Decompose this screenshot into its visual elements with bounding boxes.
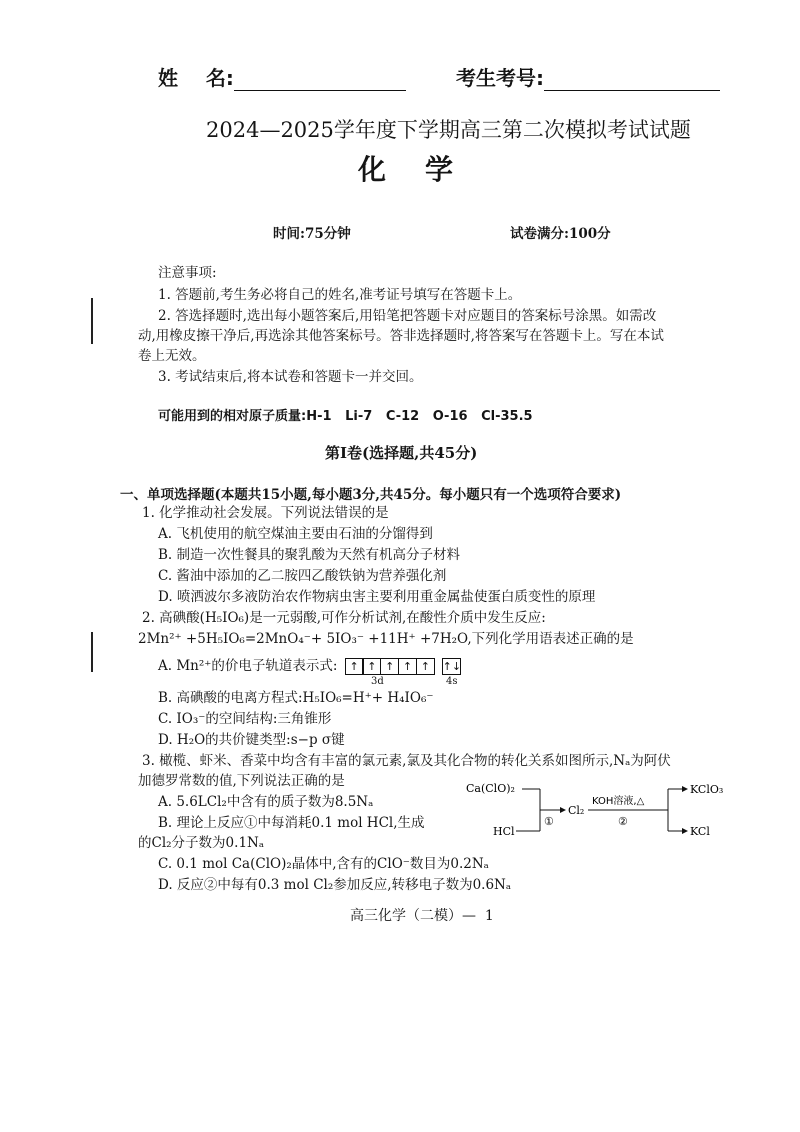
q3-option-d: D. 反应②中每有0.3 mol Cl₂参加反应,转移电子数为0.6Nₐ (158, 877, 512, 893)
q2-option-a (158, 656, 461, 676)
section-title: 一、单项选择题(本题共15小题,每小题3分,共45分。每小题只有一个选项符合要求) (120, 487, 622, 503)
page-footer: 高三化学（二模）— 1 (350, 908, 494, 924)
subject-title: 化 学 (358, 153, 453, 186)
q3-stem-line-2: 加德罗常数的值,下列说法正确的是 (138, 773, 345, 789)
id-label: 考生考号: (456, 66, 544, 90)
diagram-arrowhead (682, 828, 688, 834)
diagram-condition: KOH溶液,△ (592, 796, 645, 807)
id-blank[interactable] (544, 69, 720, 91)
note-1: 1. 答题前,考生务必将自己的姓名,准考证号填写在答题卡上。 (158, 287, 522, 303)
exam-title: 2024—2025学年度下学期高三第二次模拟考试试题 (206, 118, 691, 142)
id-field[interactable] (456, 62, 720, 91)
full-score: 试卷满分:100分 (510, 226, 611, 242)
scan-mark-left-2 (91, 632, 93, 672)
name-label: 姓 名: (158, 66, 234, 90)
orbital-diagram (346, 658, 461, 675)
diagram-product-bottom: KCl (690, 825, 710, 838)
q3-option-c: C. 0.1 mol Ca(ClO)₂晶体中,含有的ClO⁻数目为0.2Nₐ (158, 856, 489, 872)
q3-option-b-line-1: B. 理论上反应①中每消耗0.1 mol HCl,生成 (158, 815, 425, 831)
part-title: 第Ⅰ卷(选择题,共45分) (325, 444, 478, 462)
q1-option-b: B. 制造一次性餐具的聚乳酸为天然有机高分子材料 (158, 547, 461, 563)
q2-option-a-text: A. Mn²⁺的价电子轨道表示式: (158, 658, 338, 674)
orbital-3d-4: ↑ (398, 658, 417, 675)
note-2-line-3: 卷上无效。 (138, 348, 206, 364)
name-blank[interactable] (234, 69, 406, 91)
label-4s: 4s (446, 676, 458, 687)
q2-stem: 2. 高碘酸(H₅IO₆)是一元弱酸,可作分析试剂,在酸性介质中发生反应: (142, 610, 546, 626)
diagram-middle: Cl₂ (568, 804, 585, 817)
q1-option-c: C. 酱油中添加的乙二胺四乙酸铁钠为营养强化剂 (158, 568, 447, 584)
chlorine-conversion-diagram (460, 778, 740, 840)
note-2-line-2: 动,用橡皮擦干净后,再选涂其他答案标号。答非选择题时,将答案写在答题卡上。写在本试 (138, 328, 664, 344)
q2-option-b: B. 高碘酸的电离方程式:H₅IO₆=H⁺+ H₄IO₆⁻ (158, 690, 434, 706)
notes-heading: 注意事项: (158, 265, 217, 281)
q2-equation: 2Mn²⁺ +5H₅IO₆=2MnO₄⁻+ 5IO₃⁻ +11H⁺ +7H₂O,下列化学用语表述正确的是 (138, 631, 634, 647)
diagram-arrowhead (682, 786, 688, 792)
diagram-step-1: ① (544, 815, 554, 828)
label-3d: 3d (371, 676, 384, 687)
orbital-3d-2: ↑ (362, 658, 381, 675)
orbital-3d-3: ↑ (380, 658, 399, 675)
orbital-4s: ↑↓ (442, 660, 462, 673)
atomic-masses: 可能用到的相对原子质量:H-1 Li-7 C-12 O-16 Cl-35.5 (158, 409, 533, 424)
diagram-product-top: KClO₃ (690, 783, 724, 796)
scan-mark-left-1 (91, 298, 93, 344)
q2-option-c: C. IO₃⁻的空间结构:三角锥形 (158, 711, 332, 727)
exam-time: 时间:75分钟 (273, 226, 351, 242)
orbital-3d-5: ↑ (416, 658, 435, 675)
q3-option-b-line-2: 的Cl₂分子数为0.1Nₐ (138, 835, 265, 851)
q1-option-d: D. 喷洒波尔多液防治农作物病虫害主要利用重金属盐使蛋白质变性的原理 (158, 589, 596, 605)
name-field[interactable] (158, 62, 406, 91)
diagram-reactant-bottom: HCl (493, 825, 515, 838)
orbital-3d-1: ↑ (345, 658, 364, 675)
q1-option-a: A. 飞机使用的航空煤油主要由石油的分馏得到 (158, 526, 433, 542)
q1-stem: 1. 化学推动社会发展。下列说法错误的是 (142, 505, 389, 521)
diagram-reactant-top: Ca(ClO)₂ (466, 782, 515, 795)
note-2-line-1: 2. 答选择题时,选出每小题答案后,用铅笔把答题卡对应题目的答案标号涂黑。如需改 (158, 308, 657, 324)
q2-option-d: D. H₂O的共价键类型:s−p σ键 (158, 732, 345, 748)
diagram-arrowhead (560, 807, 566, 813)
note-3: 3. 考试结束后,将本试卷和答题卡一并交回。 (158, 369, 423, 385)
q3-option-a: A. 5.6LCl₂中含有的质子数为8.5Nₐ (158, 794, 374, 810)
q3-stem-line-1: 3. 橄榄、虾米、香菜中均含有丰富的氯元素,氯及其化合物的转化关系如图所示,Nₐ为阿伏 (142, 753, 671, 769)
diagram-step-2: ② (618, 815, 628, 828)
